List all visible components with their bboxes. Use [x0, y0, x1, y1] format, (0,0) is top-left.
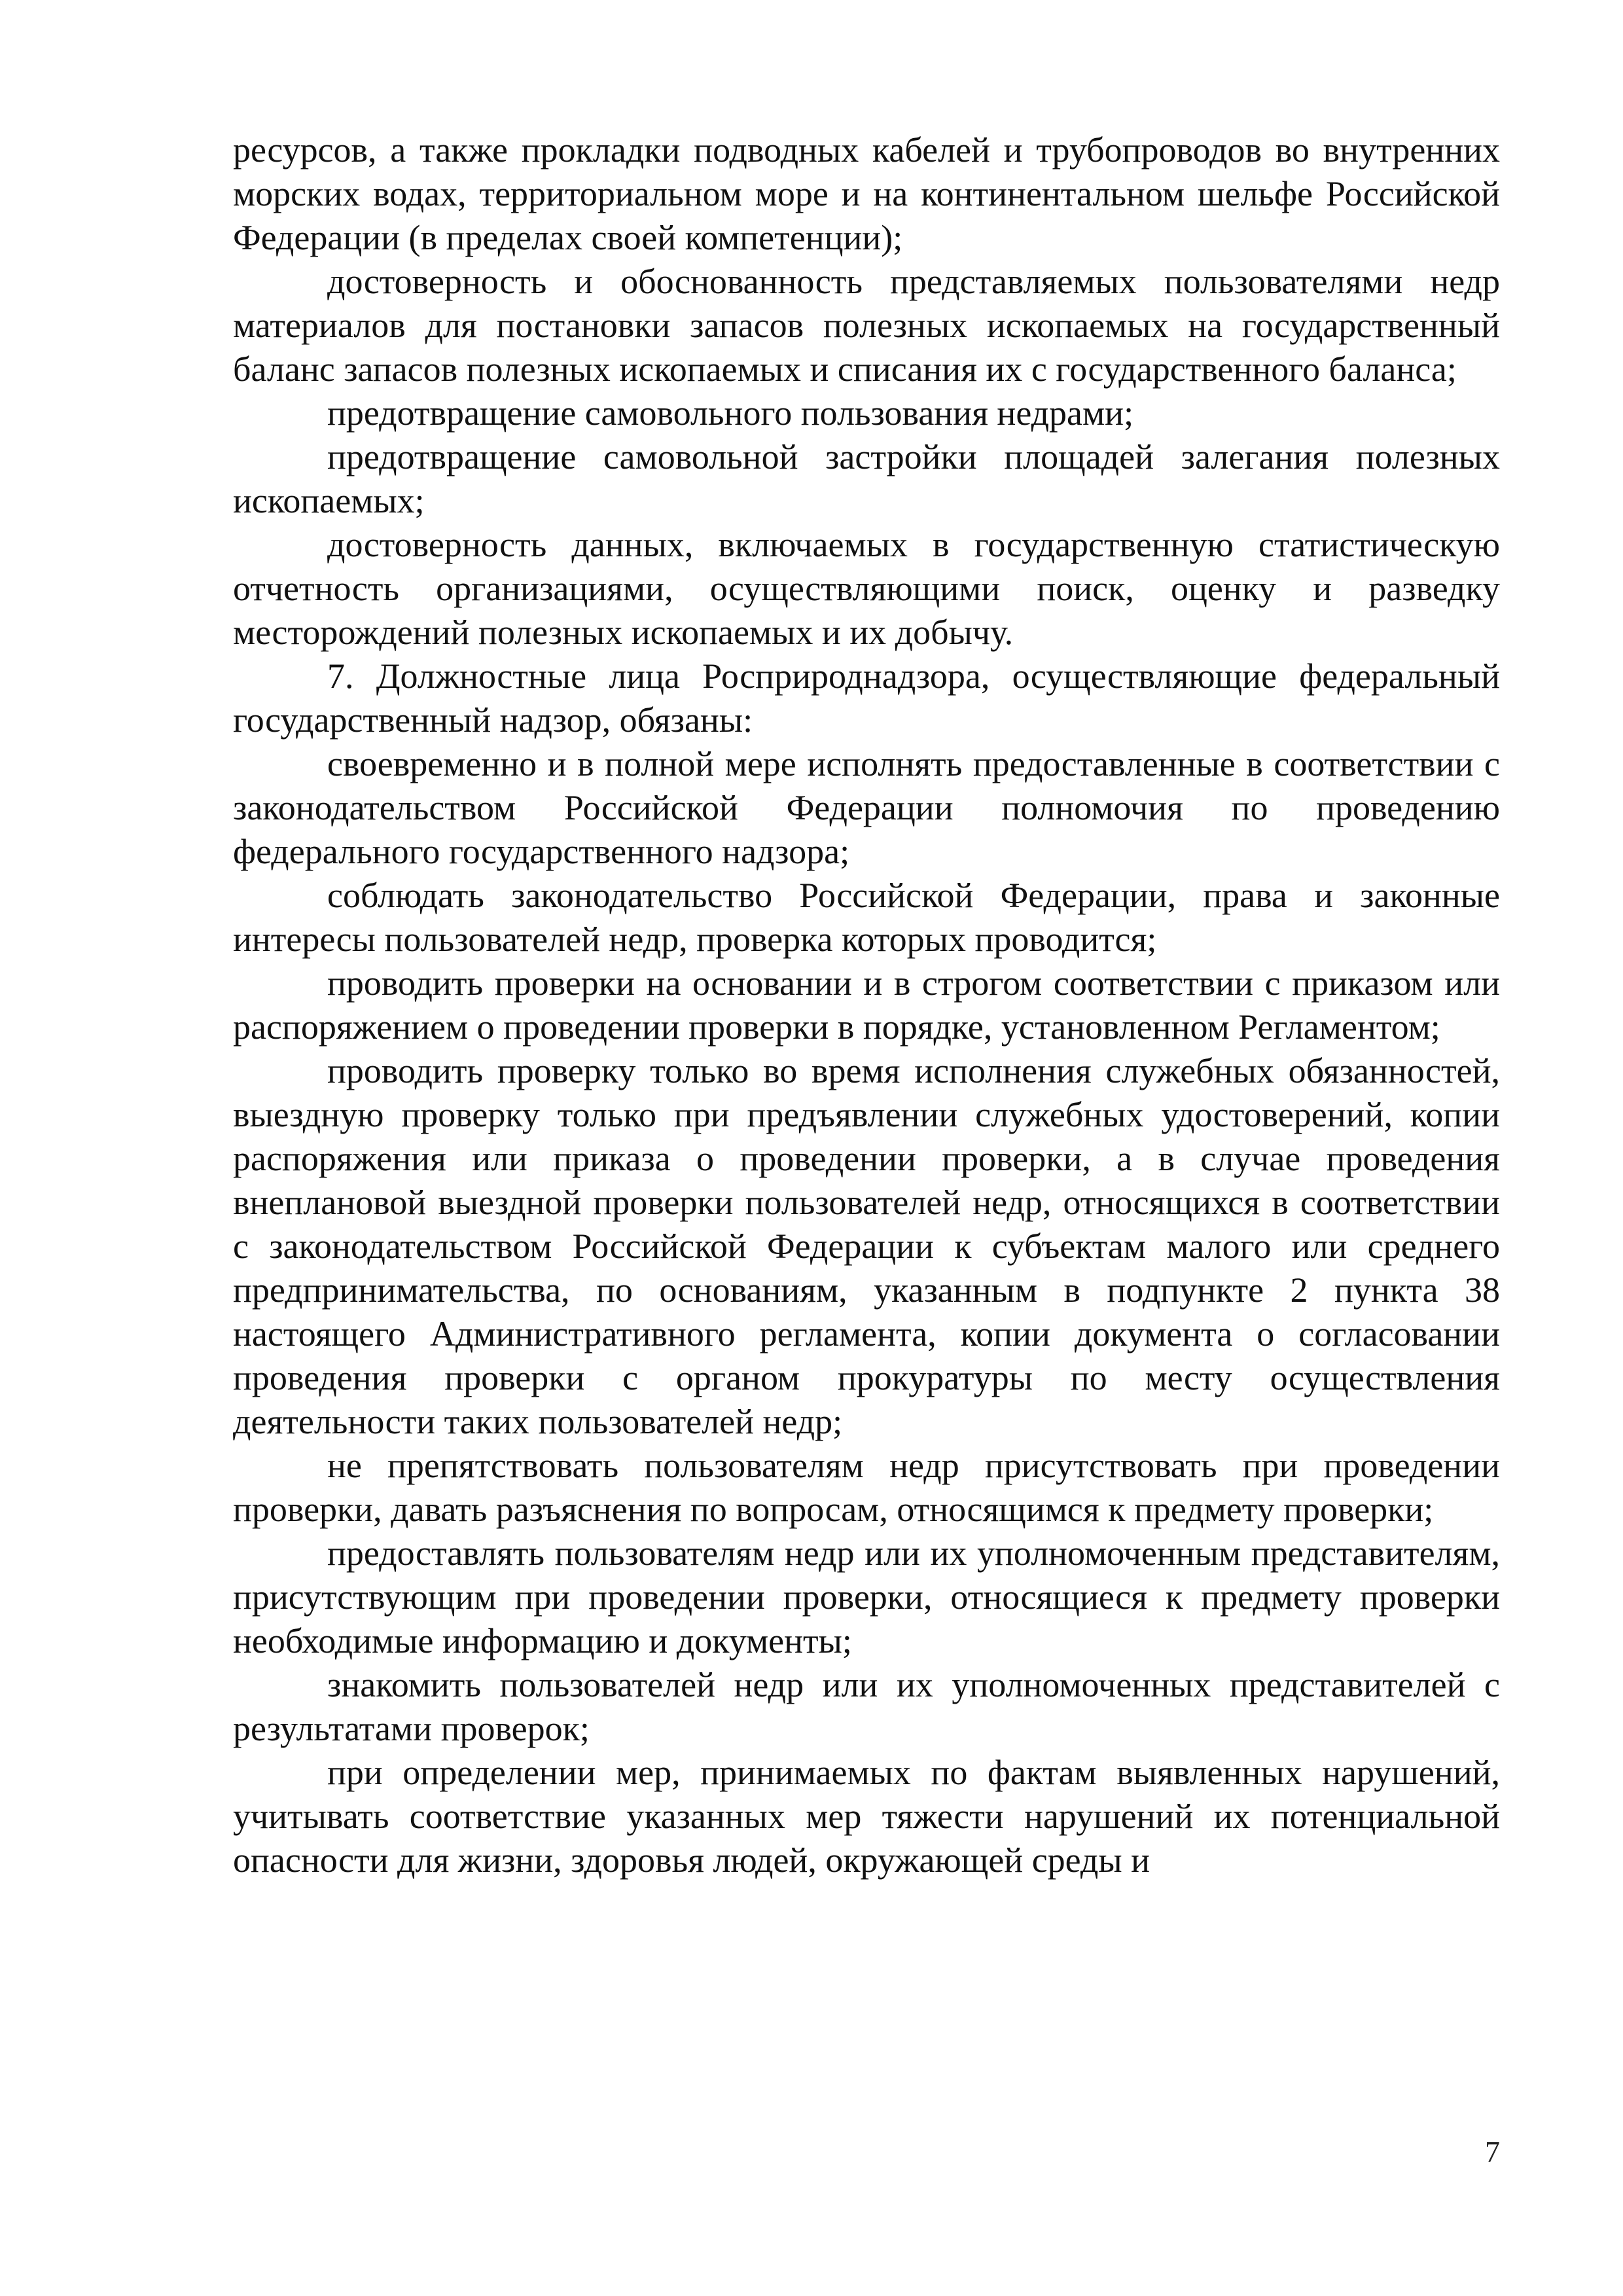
- paragraph-duty-familiarize-results: знакомить пользователей недр или их уполномоченных представителей с результатами проверок;: [233, 1665, 1500, 1748]
- paragraph-reliability-materials: достоверность и обоснованность представляемых пользователями недр материалов для постановки запасов полезных ископаемых на государственный баланс запасов полезных ископаемых и списания их с государственного баланса;: [233, 262, 1500, 389]
- paragraph-duty-inspection-time: проводить проверку только во время исполнения служебных обязанностей, выездную проверку только при предъявлении служебных удостоверений, копии распоряжения или приказа о проведении проверки, а в случае проведения внеплановой выездной проверки пользователей недр, относящихся в соответствии с законодательством Российской Федерации к субъектам малого или среднего предпринимательства, по основаниям, указанным в подпункте 2 пункта 38 настоящего Административного регламента, копии документа о согласовании проведения проверки с органом прокуратуры по месту осуществления деятельности таких пользователей недр;: [233, 1051, 1500, 1441]
- paragraph-continuation: ресурсов, а также прокладки подводных кабелей и трубопроводов во внутренних морских водах, территориальном море и на континентальном шельфе Российской Федерации (в пределах своей компетенции);: [233, 130, 1500, 257]
- paragraph-statistical-reporting: достоверность данных, включаемых в государственную статистическую отчетность организациями, осуществляющими поиск, оценку и разведку месторождений полезных ископаемых и их добычу.: [233, 525, 1500, 652]
- paragraph-unauthorized-construction: предотвращение самовольной застройки площадей залегания полезных ископаемых;: [233, 437, 1500, 520]
- paragraph-duty-comply-legislation: соблюдать законодательство Российской Федерации, права и законные интересы пользователей недр, проверка которых проводится;: [233, 876, 1500, 959]
- document-body: [233, 128, 1500, 1882]
- paragraph-unauthorized-use: предотвращение самовольного пользования недрами;: [327, 393, 1134, 433]
- page-number: 7: [1485, 2135, 1500, 2168]
- paragraph-duty-not-obstruct: не препятствовать пользователям недр присутствовать при проведении проверки, давать разъяснения по вопросам, относящимся к предмету проверки;: [233, 1446, 1500, 1529]
- paragraph-duty-timely-execution: своевременно и в полной мере исполнять предоставленные в соответствии с законодательством Российской Федерации полномочия по проведению федерального государственного надзора;: [233, 744, 1500, 871]
- paragraph-duty-proportional-measures: при определении мер, принимаемых по фактам выявленных нарушений, учитывать соответствие указанных мер тяжести нарушений их потенциальной опасности для жизни, здоровья людей, окружающей среды и: [233, 1753, 1500, 1880]
- paragraph-item-7: 7. Должностные лица Росприроднадзора, осуществляющие федеральный государственный надзор, обязаны:: [233, 656, 1500, 740]
- paragraph-duty-conduct-inspections: проводить проверки на основании и в строгом соответствии с приказом или распоряжением о проведении проверки в порядке, установленном Регламентом;: [233, 963, 1500, 1047]
- paragraph-duty-provide-information: предоставлять пользователям недр или их уполномоченным представителям, присутствующим при проведении проверки, относящиеся к предмету проверки необходимые информацию и документы;: [233, 1534, 1500, 1660]
